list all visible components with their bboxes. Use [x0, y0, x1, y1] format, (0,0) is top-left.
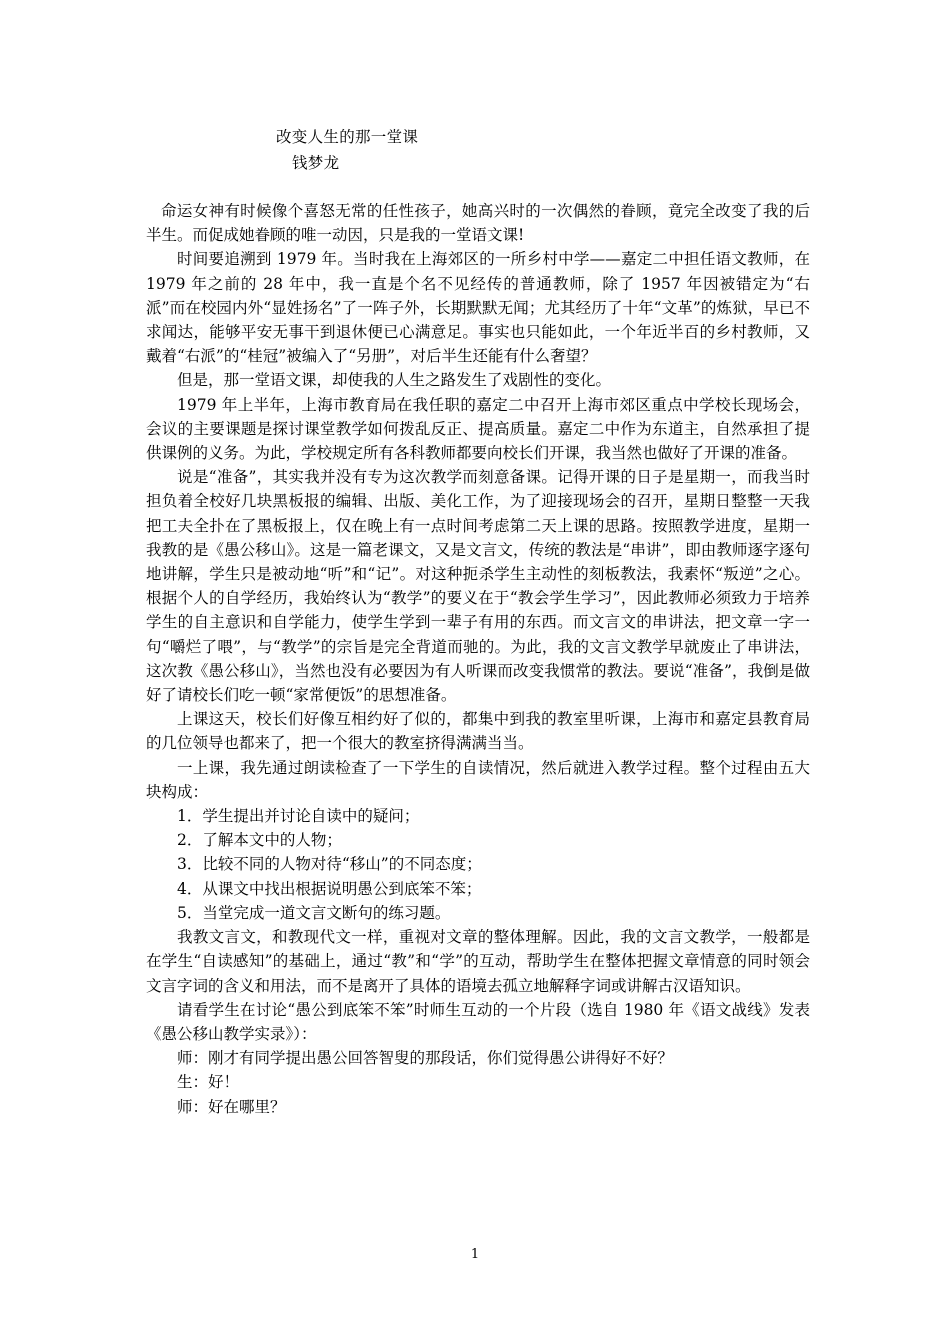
dialogue-line: 师：刚才有同学提出愚公回答智叟的那段话，你们觉得愚公讲得好不好？ [177, 1049, 674, 1068]
paragraph: 时间要追溯到 1979 年。当时我在上海郊区的一所乡村中学——嘉定二中担任语文教师，在 1979 年之前的 28 年中，我一直是个名不见经传的普通教师，除了 1957 年因被错定为“右派”而在校园内外“显姓扬名”了一阵子外，长期默默无闻；尤其经历了十年“文革”的炼狱，早已不求闻达，能够平安无事干到退休便已心满意足。事实也只能如此，一个年近半百的乡村教师，又戴着“右派”的“桂冠”被编入了“另册”，对后半生还能有什么奢望？ [146, 250, 810, 366]
document-title: 改变人生的那一堂课 [276, 128, 419, 146]
paragraph: 说是“准备”，其实我并没有专为这次教学而刻意备课。记得开课的日子是星期一，而我当时担负着全校好几块黑板报的编辑、出版、美化工作，为了迎接现场会的召开，星期日整整一天我把工夫全扑在了黑板报上，仅在晚上有一点时间考虑第二天上课的思路。按照教学进度，星期一我教的是《愚公移山》。这是一篇老课文，又是文言文，传统的教法是“串讲”，即由教师逐字逐句地讲解，学生只是被动地“听”和“记”。对这种扼杀学生主动性的刻板教法，我素怀“叛逆”之心。根据个人的自学经历，我始终认为“教学”的要义在于“教会学生学习”，因此教师必须致力于培养学生的自主意识和自学能力，使学生学到一辈子有用的东西。而文言文的串讲法，把文章一字一句“嚼烂了喂”，与“教学”的宗旨是完全背道而驰的。为此，我的文言文教学早就废止了串讲法，这次教《愚公移山》，当然也没有必要因为有人听课而改变我惯常的教法。要说“准备”，我倒是做好了请校长们吃一顿“家常便饭”的思想准备。 [146, 468, 810, 705]
list-item: 3．比较不同的人物对待“移山”的不同态度； [177, 855, 482, 874]
dialogue-line: 师：好在哪里？ [177, 1097, 286, 1116]
list-item: 1．学生提出并讨论自读中的疑问； [177, 807, 420, 826]
list-item: 5．当堂完成一道文言文断句的练习题。 [177, 903, 451, 922]
document-body [146, 199, 810, 1119]
paragraph: 我教文言文，和教现代文一样，重视对文章的整体理解。因此，我的文言文教学，一般都是在学生“自读感知”的基础上，通过“教”和“学”的互动，帮助学生在整体把握文章情意的同时领会文言字词的含义和用法，而不是离开了具体的语境去孤立地解释字词或讲解古汉语知识。 [146, 928, 810, 995]
document-author: 钱梦龙 [292, 154, 340, 172]
paragraph: 但是，那一堂语文课，却使我的人生之路发生了戏剧性的变化。 [177, 371, 612, 390]
paragraph: 1979 年上半年，上海市教育局在我任职的嘉定二中召开上海市郊区重点中学校长现场会，会议的主要课题是探讨课堂教学如何拨乱反正、提高质量。嘉定二中作为东道主，自然承担了提供课例的义务。为此，学校规定所有各科教师都要向校长们开课，我当然也做好了开课的准备。 [146, 395, 810, 463]
paragraph: 上课这天，校长们好像互相约好了似的，都集中到我的教室里听课，上海市和嘉定县教育局的几位领导也都来了，把一个很大的教室挤得满满当当。 [146, 710, 810, 753]
paragraph: 请看学生在讨论“愚公到底笨不笨”时师生互动的一个片段（选自 1980 年《语文战线》发表《愚公移山教学实录》）： [146, 1000, 810, 1043]
paragraph: 一上课，我先通过朗读检查了一下学生的自读情况，然后就进入教学过程。整个过程由五大块构成： [146, 758, 810, 801]
paragraph: 命运女神有时候像个喜怒无常的任性孩子，她高兴时的一次偶然的眷顾，竟完全改变了我的后半生。而促成她眷顾的唯一动因，只是我的一堂语文课! [146, 202, 810, 245]
dialogue-line: 生：好！ [177, 1073, 240, 1092]
page-number: 1 [470, 1247, 480, 1262]
list-item: 2．了解本文中的人物； [177, 831, 342, 850]
list-item: 4．从课文中找出根据说明愚公到底笨不笨； [177, 879, 482, 898]
